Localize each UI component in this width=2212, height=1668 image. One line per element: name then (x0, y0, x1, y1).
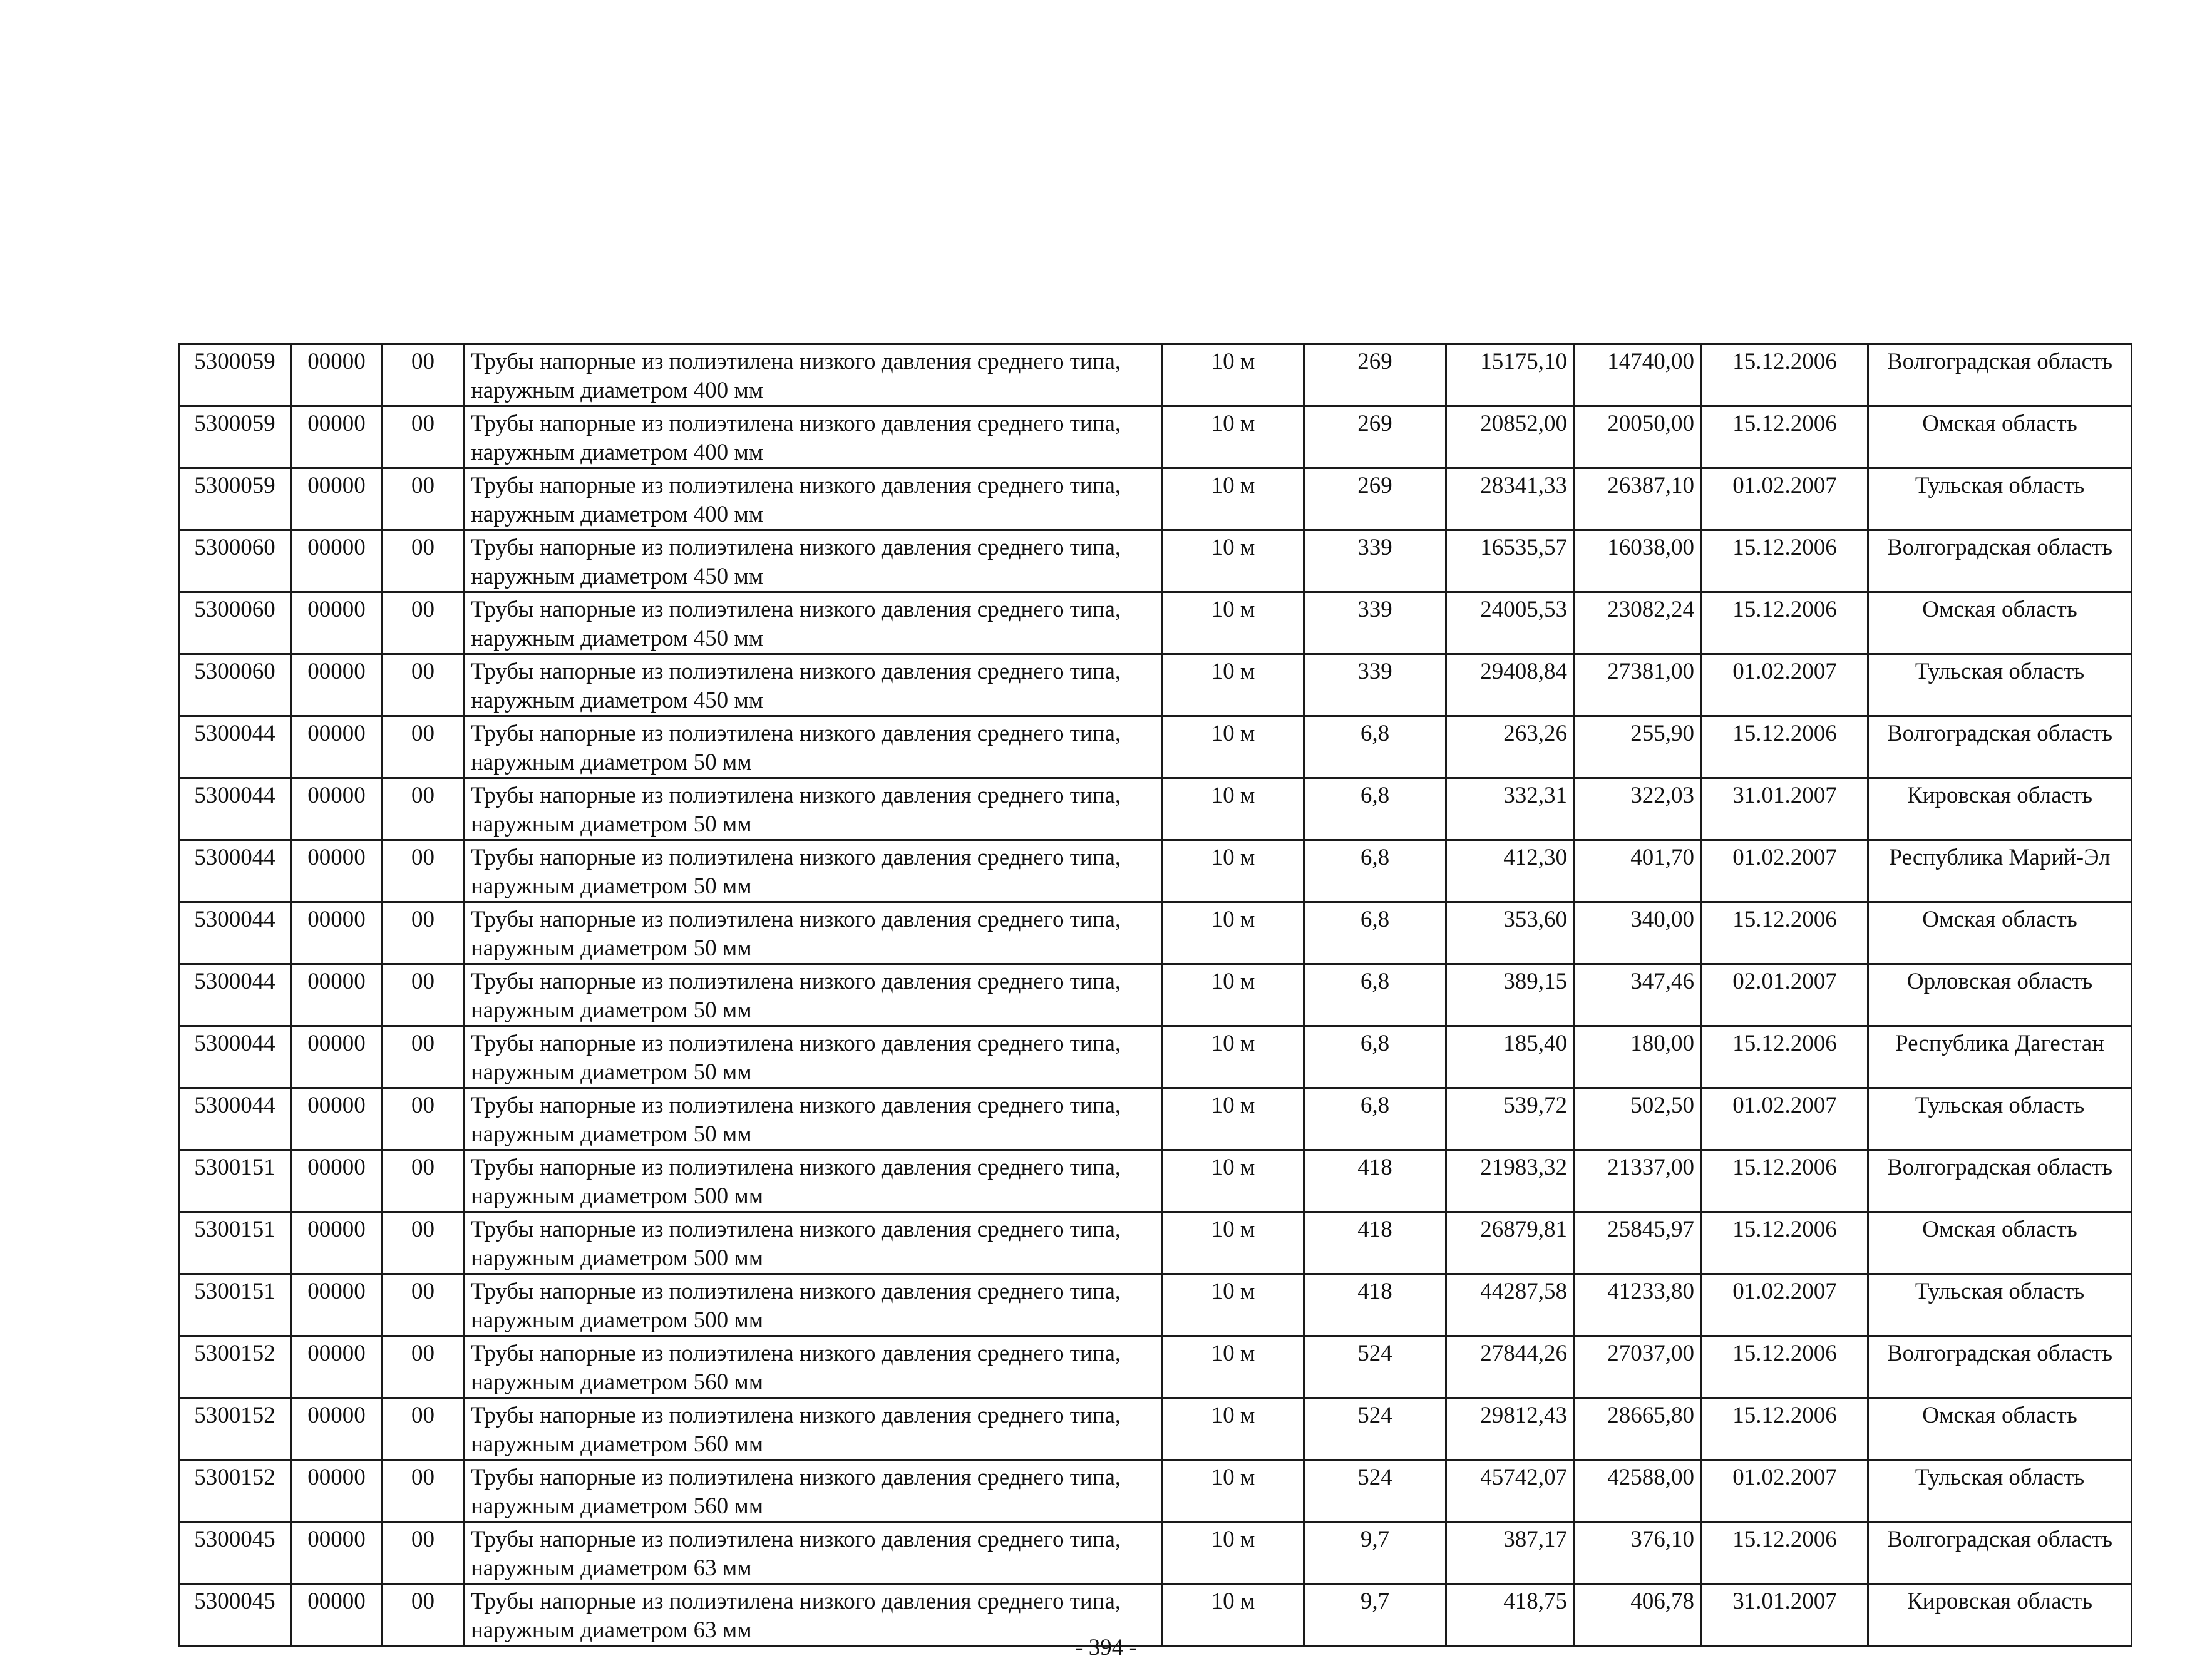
code-cell: 5300044 (179, 964, 291, 1026)
code-cell: 5300151 (179, 1150, 291, 1212)
date-cell: 15.12.2006 (1702, 902, 1868, 964)
price-excl-cell: 20050,00 (1575, 406, 1702, 468)
price-cell: 15175,10 (1446, 344, 1575, 406)
code-cell: 5300044 (179, 840, 291, 902)
unit-cell: 10 м (1163, 964, 1304, 1026)
weight-cell: 269 (1304, 406, 1446, 468)
price-excl-cell: 41233,80 (1575, 1274, 1702, 1336)
unit-cell: 10 м (1163, 654, 1304, 716)
price-cell: 418,75 (1446, 1584, 1575, 1646)
description-cell: Трубы напорные из полиэтилена низкого давления среднего типа, наружным диаметром 50 мм (464, 778, 1163, 840)
suffix-cell: 00 (383, 840, 464, 902)
region-cell: Омская область (1868, 902, 2132, 964)
price-cell: 412,30 (1446, 840, 1575, 902)
weight-cell: 9,7 (1304, 1584, 1446, 1646)
price-cell: 539,72 (1446, 1088, 1575, 1150)
subcode-cell: 00000 (291, 1026, 383, 1088)
price-cell: 26879,81 (1446, 1212, 1575, 1274)
date-cell: 01.02.2007 (1702, 654, 1868, 716)
description-cell: Трубы напорные из полиэтилена низкого давления среднего типа, наружным диаметром 450 мм (464, 654, 1163, 716)
region-cell: Волгоградская область (1868, 530, 2132, 592)
date-cell: 15.12.2006 (1702, 1150, 1868, 1212)
table-row (179, 1088, 2132, 1150)
code-cell: 5300044 (179, 902, 291, 964)
date-cell: 31.01.2007 (1702, 778, 1868, 840)
description-cell: Трубы напорные из полиэтилена низкого давления среднего типа, наружным диаметром 500 мм (464, 1274, 1163, 1336)
price-excl-cell: 16038,00 (1575, 530, 1702, 592)
description-cell: Трубы напорные из полиэтилена низкого давления среднего типа, наружным диаметром 400 мм (464, 468, 1163, 530)
subcode-cell: 00000 (291, 1460, 383, 1522)
price-cell: 29408,84 (1446, 654, 1575, 716)
weight-cell: 524 (1304, 1460, 1446, 1522)
weight-cell: 6,8 (1304, 778, 1446, 840)
price-cell: 185,40 (1446, 1026, 1575, 1088)
subcode-cell: 00000 (291, 964, 383, 1026)
weight-cell: 6,8 (1304, 840, 1446, 902)
table-row (179, 1026, 2132, 1088)
subcode-cell: 00000 (291, 406, 383, 468)
description-cell: Трубы напорные из полиэтилена низкого давления среднего типа, наружным диаметром 50 мм (464, 840, 1163, 902)
price-cell: 24005,53 (1446, 592, 1575, 654)
code-cell: 5300152 (179, 1398, 291, 1460)
unit-cell: 10 м (1163, 1460, 1304, 1522)
date-cell: 15.12.2006 (1702, 1212, 1868, 1274)
table-row (179, 1150, 2132, 1212)
date-cell: 01.02.2007 (1702, 1088, 1868, 1150)
unit-cell: 10 м (1163, 1522, 1304, 1584)
weight-cell: 9,7 (1304, 1522, 1446, 1584)
date-cell: 15.12.2006 (1702, 1026, 1868, 1088)
price-excl-cell: 376,10 (1575, 1522, 1702, 1584)
table-row (179, 716, 2132, 778)
region-cell: Орловская область (1868, 964, 2132, 1026)
price-table (178, 343, 2132, 1647)
price-excl-cell: 27381,00 (1575, 654, 1702, 716)
table-row (179, 1336, 2132, 1398)
subcode-cell: 00000 (291, 1336, 383, 1398)
table-row (179, 1212, 2132, 1274)
date-cell: 01.02.2007 (1702, 1274, 1868, 1336)
table-row (179, 840, 2132, 902)
weight-cell: 269 (1304, 344, 1446, 406)
table-row (179, 654, 2132, 716)
price-excl-cell: 23082,24 (1575, 592, 1702, 654)
region-cell: Омская область (1868, 1398, 2132, 1460)
description-cell: Трубы напорные из полиэтилена низкого давления среднего типа, наружным диаметром 560 мм (464, 1398, 1163, 1460)
unit-cell: 10 м (1163, 716, 1304, 778)
date-cell: 15.12.2006 (1702, 530, 1868, 592)
price-excl-cell: 322,03 (1575, 778, 1702, 840)
price-excl-cell: 14740,00 (1575, 344, 1702, 406)
weight-cell: 6,8 (1304, 1088, 1446, 1150)
region-cell: Волгоградская область (1868, 344, 2132, 406)
price-excl-cell: 255,90 (1575, 716, 1702, 778)
region-cell: Волгоградская область (1868, 1336, 2132, 1398)
weight-cell: 6,8 (1304, 1026, 1446, 1088)
suffix-cell: 00 (383, 406, 464, 468)
description-cell: Трубы напорные из полиэтилена низкого давления среднего типа, наружным диаметром 560 мм (464, 1460, 1163, 1522)
price-cell: 44287,58 (1446, 1274, 1575, 1336)
unit-cell: 10 м (1163, 344, 1304, 406)
suffix-cell: 00 (383, 1522, 464, 1584)
suffix-cell: 00 (383, 1150, 464, 1212)
region-cell: Кировская область (1868, 1584, 2132, 1646)
weight-cell: 524 (1304, 1336, 1446, 1398)
subcode-cell: 00000 (291, 530, 383, 592)
price-excl-cell: 406,78 (1575, 1584, 1702, 1646)
weight-cell: 339 (1304, 530, 1446, 592)
suffix-cell: 00 (383, 344, 464, 406)
suffix-cell: 00 (383, 468, 464, 530)
description-cell: Трубы напорные из полиэтилена низкого давления среднего типа, наружным диаметром 560 мм (464, 1336, 1163, 1398)
code-cell: 5300045 (179, 1522, 291, 1584)
description-cell: Трубы напорные из полиэтилена низкого давления среднего типа, наружным диаметром 63 мм (464, 1584, 1163, 1646)
description-cell: Трубы напорные из полиэтилена низкого давления среднего типа, наружным диаметром 63 мм (464, 1522, 1163, 1584)
date-cell: 01.02.2007 (1702, 1460, 1868, 1522)
table-row (179, 592, 2132, 654)
description-cell: Трубы напорные из полиэтилена низкого давления среднего типа, наружным диаметром 50 мм (464, 1026, 1163, 1088)
code-cell: 5300060 (179, 654, 291, 716)
region-cell: Волгоградская область (1868, 1150, 2132, 1212)
weight-cell: 418 (1304, 1212, 1446, 1274)
price-cell: 21983,32 (1446, 1150, 1575, 1212)
price-excl-cell: 502,50 (1575, 1088, 1702, 1150)
subcode-cell: 00000 (291, 840, 383, 902)
weight-cell: 418 (1304, 1150, 1446, 1212)
suffix-cell: 00 (383, 1088, 464, 1150)
price-cell: 20852,00 (1446, 406, 1575, 468)
code-cell: 5300044 (179, 716, 291, 778)
unit-cell: 10 м (1163, 778, 1304, 840)
weight-cell: 6,8 (1304, 964, 1446, 1026)
code-cell: 5300060 (179, 530, 291, 592)
suffix-cell: 00 (383, 964, 464, 1026)
date-cell: 31.01.2007 (1702, 1584, 1868, 1646)
price-excl-cell: 28665,80 (1575, 1398, 1702, 1460)
unit-cell: 10 м (1163, 1088, 1304, 1150)
description-cell: Трубы напорные из полиэтилена низкого давления среднего типа, наружным диаметром 50 мм (464, 964, 1163, 1026)
price-excl-cell: 180,00 (1575, 1026, 1702, 1088)
table-row (179, 344, 2132, 406)
date-cell: 01.02.2007 (1702, 840, 1868, 902)
suffix-cell: 00 (383, 654, 464, 716)
page-number: - 394 - (1075, 1635, 1137, 1660)
weight-cell: 339 (1304, 654, 1446, 716)
price-excl-cell: 26387,10 (1575, 468, 1702, 530)
price-excl-cell: 25845,97 (1575, 1212, 1702, 1274)
subcode-cell: 00000 (291, 654, 383, 716)
code-cell: 5300044 (179, 1088, 291, 1150)
unit-cell: 10 м (1163, 1336, 1304, 1398)
subcode-cell: 00000 (291, 1522, 383, 1584)
weight-cell: 6,8 (1304, 902, 1446, 964)
description-cell: Трубы напорные из полиэтилена низкого давления среднего типа, наружным диаметром 50 мм (464, 716, 1163, 778)
suffix-cell: 00 (383, 1584, 464, 1646)
suffix-cell: 00 (383, 1212, 464, 1274)
description-cell: Трубы напорные из полиэтилена низкого давления среднего типа, наружным диаметром 400 мм (464, 406, 1163, 468)
price-cell: 389,15 (1446, 964, 1575, 1026)
description-cell: Трубы напорные из полиэтилена низкого давления среднего типа, наружным диаметром 500 мм (464, 1150, 1163, 1212)
table-row (179, 468, 2132, 530)
subcode-cell: 00000 (291, 1150, 383, 1212)
subcode-cell: 00000 (291, 902, 383, 964)
price-excl-cell: 27037,00 (1575, 1336, 1702, 1398)
price-cell: 353,60 (1446, 902, 1575, 964)
price-cell: 29812,43 (1446, 1398, 1575, 1460)
unit-cell: 10 м (1163, 902, 1304, 964)
table-body (179, 344, 2132, 1646)
subcode-cell: 00000 (291, 1398, 383, 1460)
price-cell: 263,26 (1446, 716, 1575, 778)
region-cell: Тульская область (1868, 1274, 2132, 1336)
region-cell: Республика Дагестан (1868, 1026, 2132, 1088)
description-cell: Трубы напорные из полиэтилена низкого давления среднего типа, наружным диаметром 450 мм (464, 530, 1163, 592)
region-cell: Тульская область (1868, 468, 2132, 530)
suffix-cell: 00 (383, 530, 464, 592)
date-cell: 15.12.2006 (1702, 1398, 1868, 1460)
description-cell: Трубы напорные из полиэтилена низкого давления среднего типа, наружным диаметром 50 мм (464, 902, 1163, 964)
region-cell: Республика Марий-Эл (1868, 840, 2132, 902)
price-cell: 16535,57 (1446, 530, 1575, 592)
table-row (179, 1274, 2132, 1336)
suffix-cell: 00 (383, 1398, 464, 1460)
unit-cell: 10 м (1163, 1026, 1304, 1088)
date-cell: 15.12.2006 (1702, 592, 1868, 654)
suffix-cell: 00 (383, 1460, 464, 1522)
code-cell: 5300044 (179, 778, 291, 840)
table-row (179, 1522, 2132, 1584)
region-cell: Тульская область (1868, 1088, 2132, 1150)
subcode-cell: 00000 (291, 1212, 383, 1274)
description-cell: Трубы напорные из полиэтилена низкого давления среднего типа, наружным диаметром 50 мм (464, 1088, 1163, 1150)
subcode-cell: 00000 (291, 1274, 383, 1336)
suffix-cell: 00 (383, 716, 464, 778)
price-cell: 28341,33 (1446, 468, 1575, 530)
table-row (179, 530, 2132, 592)
date-cell: 01.02.2007 (1702, 468, 1868, 530)
region-cell: Омская область (1868, 1212, 2132, 1274)
price-cell: 27844,26 (1446, 1336, 1575, 1398)
weight-cell: 524 (1304, 1398, 1446, 1460)
unit-cell: 10 м (1163, 1212, 1304, 1274)
code-cell: 5300059 (179, 344, 291, 406)
unit-cell: 10 м (1163, 1274, 1304, 1336)
price-excl-cell: 21337,00 (1575, 1150, 1702, 1212)
region-cell: Кировская область (1868, 778, 2132, 840)
suffix-cell: 00 (383, 1026, 464, 1088)
code-cell: 5300059 (179, 468, 291, 530)
price-excl-cell: 42588,00 (1575, 1460, 1702, 1522)
subcode-cell: 00000 (291, 592, 383, 654)
code-cell: 5300151 (179, 1274, 291, 1336)
weight-cell: 418 (1304, 1274, 1446, 1336)
date-cell: 15.12.2006 (1702, 344, 1868, 406)
weight-cell: 269 (1304, 468, 1446, 530)
description-cell: Трубы напорные из полиэтилена низкого давления среднего типа, наружным диаметром 450 мм (464, 592, 1163, 654)
table-row (179, 964, 2132, 1026)
unit-cell: 10 м (1163, 530, 1304, 592)
price-table-container (178, 343, 2131, 1647)
description-cell: Трубы напорные из полиэтилена низкого давления среднего типа, наружным диаметром 500 мм (464, 1212, 1163, 1274)
subcode-cell: 00000 (291, 344, 383, 406)
subcode-cell: 00000 (291, 716, 383, 778)
weight-cell: 6,8 (1304, 716, 1446, 778)
price-cell: 332,31 (1446, 778, 1575, 840)
table-row (179, 1460, 2132, 1522)
suffix-cell: 00 (383, 1274, 464, 1336)
region-cell: Тульская область (1868, 1460, 2132, 1522)
code-cell: 5300044 (179, 1026, 291, 1088)
price-excl-cell: 347,46 (1575, 964, 1702, 1026)
suffix-cell: 00 (383, 592, 464, 654)
unit-cell: 10 м (1163, 840, 1304, 902)
code-cell: 5300152 (179, 1336, 291, 1398)
unit-cell: 10 м (1163, 592, 1304, 654)
table-row (179, 406, 2132, 468)
code-cell: 5300151 (179, 1212, 291, 1274)
code-cell: 5300059 (179, 406, 291, 468)
price-cell: 387,17 (1446, 1522, 1575, 1584)
subcode-cell: 00000 (291, 1584, 383, 1646)
unit-cell: 10 м (1163, 1398, 1304, 1460)
price-excl-cell: 401,70 (1575, 840, 1702, 902)
date-cell: 15.12.2006 (1702, 716, 1868, 778)
price-excl-cell: 340,00 (1575, 902, 1702, 964)
subcode-cell: 00000 (291, 778, 383, 840)
region-cell: Тульская область (1868, 654, 2132, 716)
region-cell: Омская область (1868, 592, 2132, 654)
region-cell: Омская область (1868, 406, 2132, 468)
code-cell: 5300045 (179, 1584, 291, 1646)
suffix-cell: 00 (383, 902, 464, 964)
region-cell: Волгоградская область (1868, 716, 2132, 778)
unit-cell: 10 м (1163, 1584, 1304, 1646)
description-cell: Трубы напорные из полиэтилена низкого давления среднего типа, наружным диаметром 400 мм (464, 344, 1163, 406)
code-cell: 5300060 (179, 592, 291, 654)
unit-cell: 10 м (1163, 1150, 1304, 1212)
date-cell: 15.12.2006 (1702, 406, 1868, 468)
suffix-cell: 00 (383, 778, 464, 840)
weight-cell: 339 (1304, 592, 1446, 654)
subcode-cell: 00000 (291, 1088, 383, 1150)
date-cell: 15.12.2006 (1702, 1522, 1868, 1584)
price-cell: 45742,07 (1446, 1460, 1575, 1522)
table-row (179, 1398, 2132, 1460)
subcode-cell: 00000 (291, 468, 383, 530)
date-cell: 15.12.2006 (1702, 1336, 1868, 1398)
date-cell: 02.01.2007 (1702, 964, 1868, 1026)
unit-cell: 10 м (1163, 406, 1304, 468)
table-row (179, 902, 2132, 964)
region-cell: Волгоградская область (1868, 1522, 2132, 1584)
unit-cell: 10 м (1163, 468, 1304, 530)
code-cell: 5300152 (179, 1460, 291, 1522)
table-row (179, 778, 2132, 840)
suffix-cell: 00 (383, 1336, 464, 1398)
